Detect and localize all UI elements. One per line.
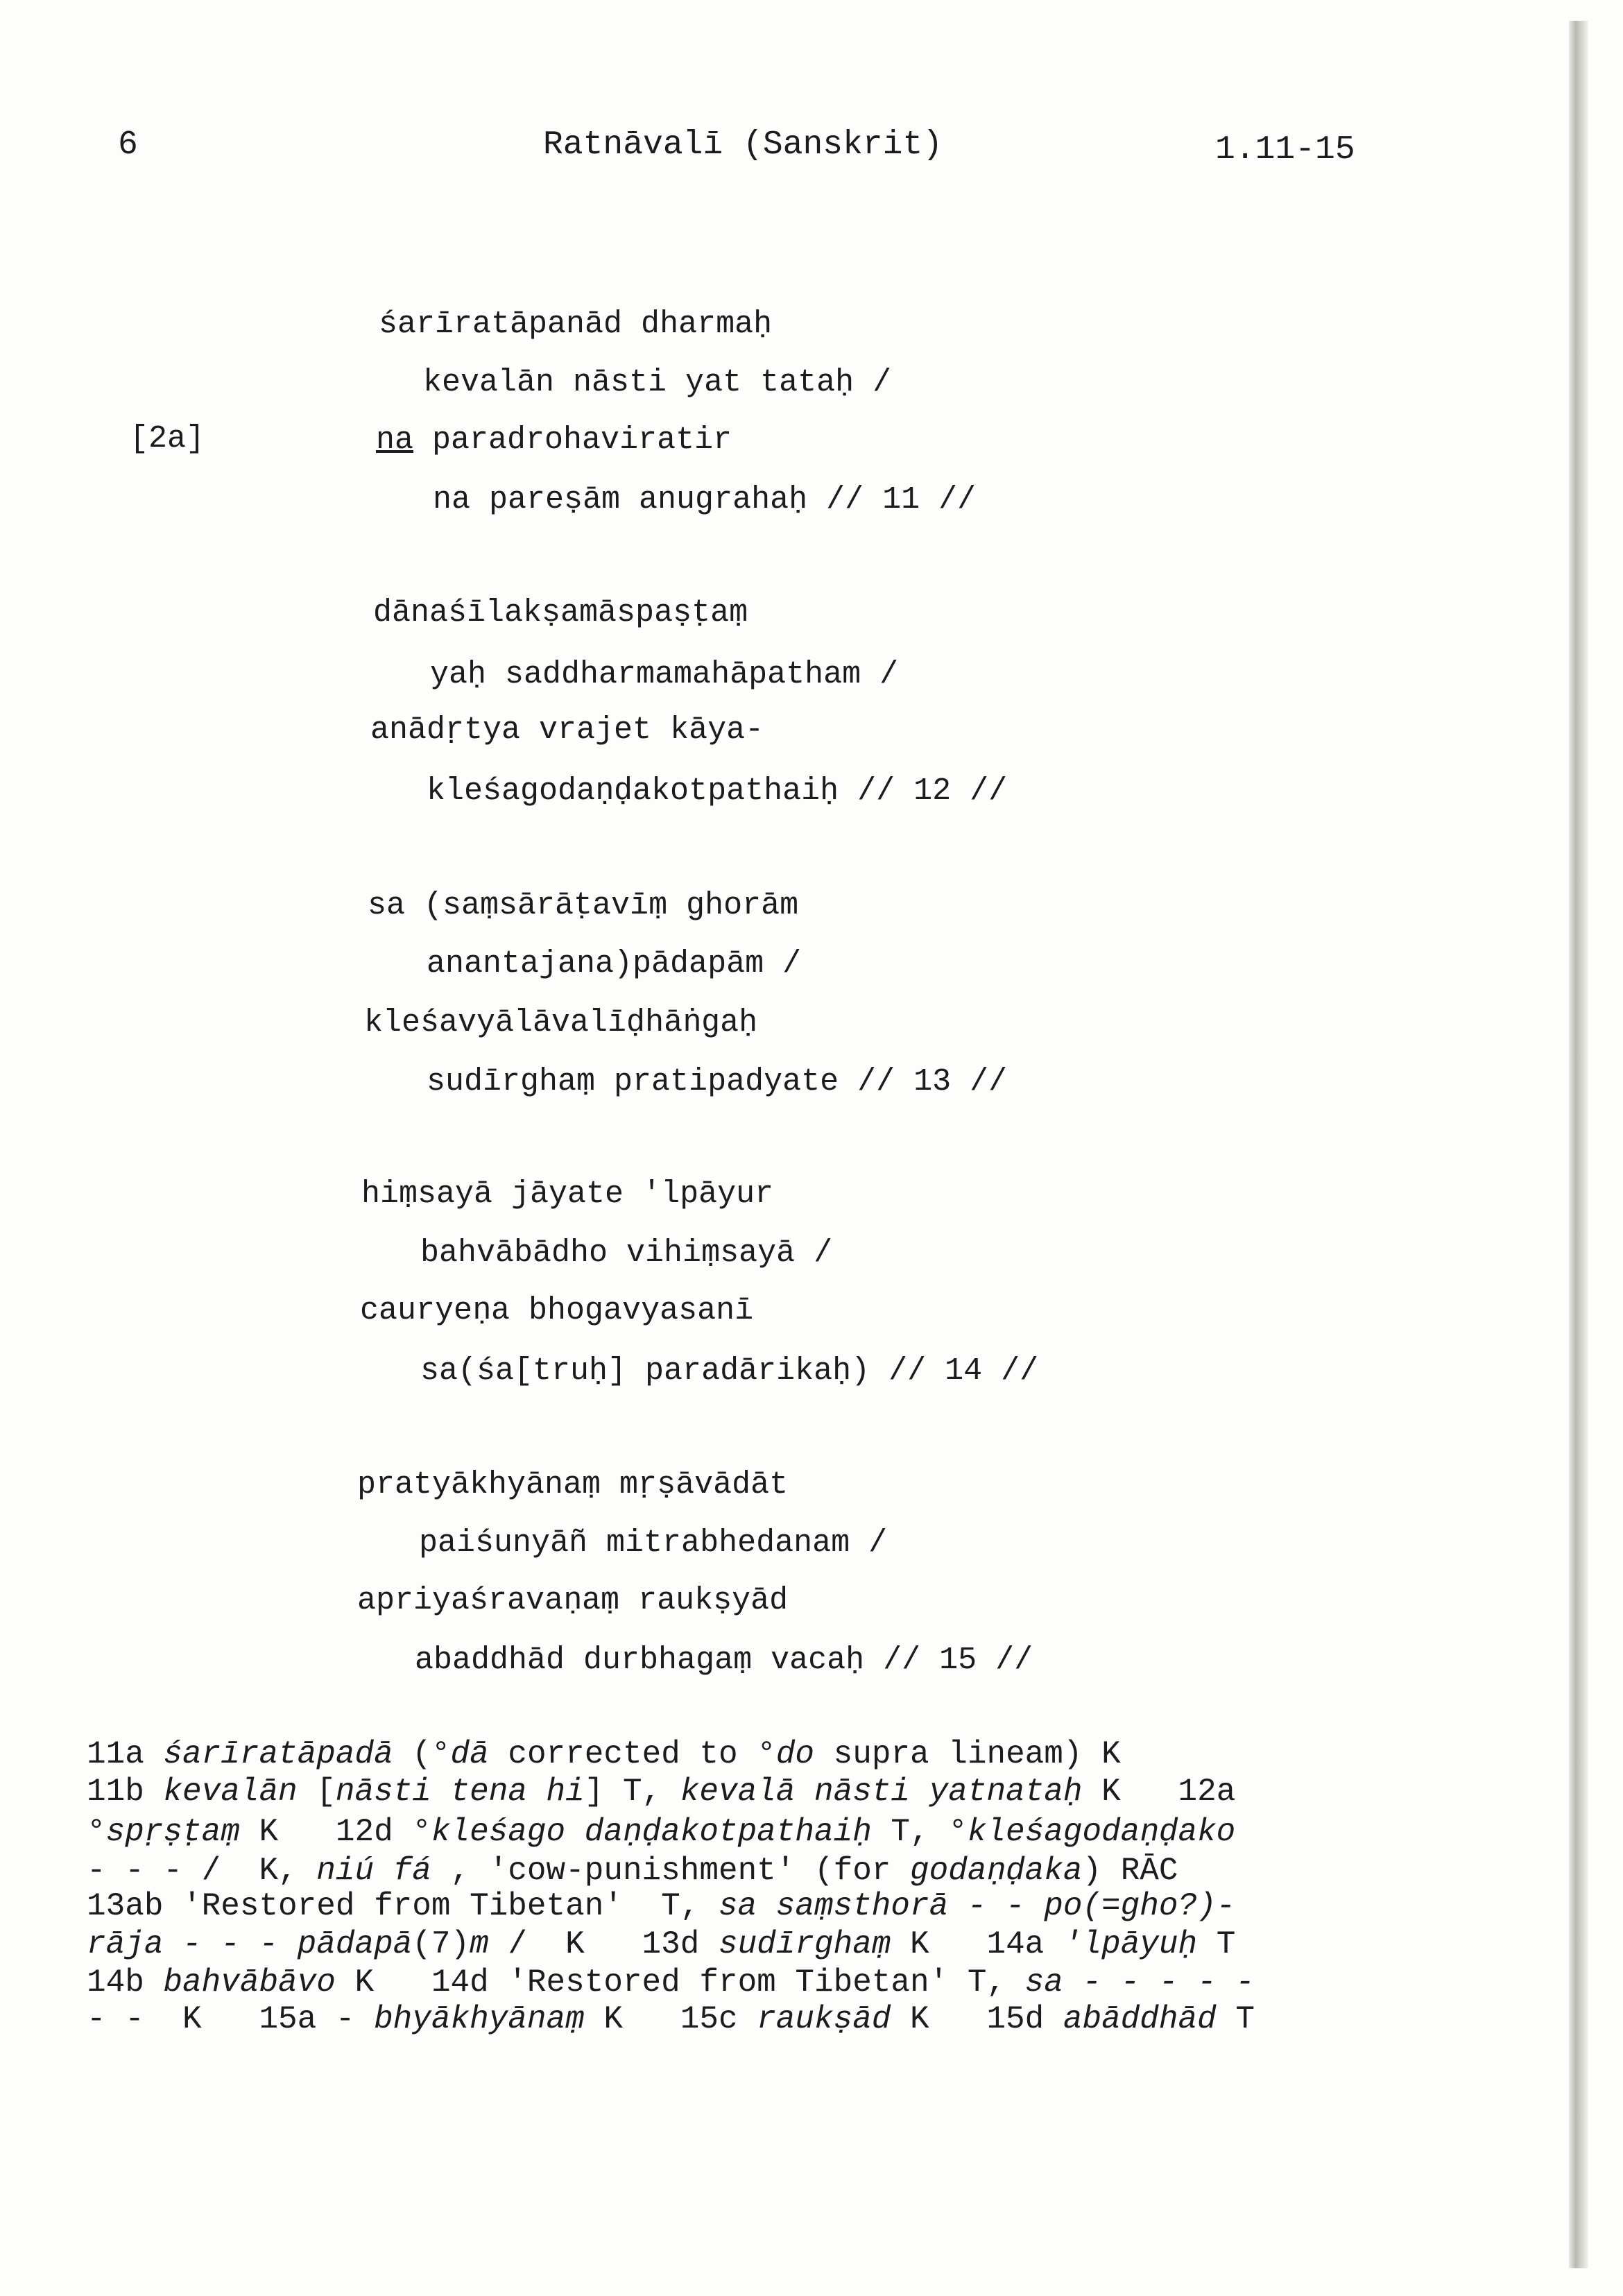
apparatus-line: 14b bahvābāvo K 14d 'Restored from Tibetan' T, sa - - - - - xyxy=(87,1964,1255,2001)
apparatus-line: rāja - - - pādapā(7)m / K 13d sudīrghaṃ K 14a 'lpāyuḥ T xyxy=(87,1926,1236,1962)
underlined-word: na xyxy=(376,422,414,458)
verse-line: śarīratāpanād dharmaḥ xyxy=(379,307,773,342)
apparatus-line: 11a śarīratāpadā (°dā corrected to °do supra lineam) K xyxy=(87,1736,1121,1772)
page-title: Ratnāvalī (Sanskrit) xyxy=(543,126,943,164)
verse-line: dānaśīlakṣamāspaṣṭaṃ xyxy=(373,595,748,631)
verse-line: cauryeṇa bhogavyasanī xyxy=(360,1293,754,1328)
apparatus-line: 11b kevalān [nāsti tena hi] T, kevalā nāsti yatnataḥ K 12a xyxy=(87,1774,1236,1810)
verse-range: 1.11-15 xyxy=(1215,131,1355,169)
verse-line xyxy=(376,422,732,458)
verse-line: paiśunyāñ mitrabhedanam / xyxy=(419,1525,888,1561)
verse-line: apriyaśravaṇaṃ raukṣyād xyxy=(357,1583,789,1618)
verse-line: na pareṣām anugrahaḥ // 11 // xyxy=(433,482,977,517)
apparatus-line: - - K 15a - bhyākhyānaṃ K 15c raukṣād K 15d abāddhād T xyxy=(87,2001,1255,2037)
verse-line: yaḥ saddharmamahāpatham / xyxy=(430,657,899,692)
verse-line: kleśagodaṇḍakotpathaiḥ // 12 // xyxy=(427,773,1008,809)
verse-line: sa (saṃsārāṭavīṃ ghorām xyxy=(368,888,799,923)
verse-line: abaddhād durbhagaṃ vacaḥ // 15 // xyxy=(415,1643,1033,1678)
verse-line-text: paradrohaviratir xyxy=(413,422,732,458)
verse-line: hiṃsayā jāyate 'lpāyur xyxy=(361,1176,774,1212)
verse-line: anādṛtya vrajet kāya- xyxy=(370,712,764,748)
verse-line: sa(śa[truḥ] paradārikaḥ) // 14 // xyxy=(420,1353,1039,1389)
folio-marker: [2a] xyxy=(130,421,205,456)
verse-line: bahvābādho vihiṃsayā / xyxy=(420,1235,833,1271)
apparatus-line: 13ab 'Restored from Tibetan' T, sa saṃsthorā - - po(=gho?)- xyxy=(87,1888,1236,1924)
verse-line: kleśavyālāvalīḍhāṅgaḥ xyxy=(364,1005,758,1040)
verse-line: pratyākhyānaṃ mṛṣāvādāt xyxy=(357,1467,789,1502)
verse-line: sudīrghaṃ pratipadyate // 13 // xyxy=(427,1064,1008,1099)
verse-line: anantajana)pādapām / xyxy=(427,946,802,982)
scanned-page-edge xyxy=(1569,21,1588,2268)
apparatus-line: - - - / K, niú fá , 'cow-punishment' (for godaṇḍaka) RĀC xyxy=(87,1853,1178,1889)
verse-line: kevalān nāsti yat tataḥ / xyxy=(423,365,892,400)
apparatus-line: °spṛṣṭaṃ K 12d °kleśago daṇḍakotpathaiḥ T, °kleśagodaṇḍako xyxy=(87,1814,1236,1850)
page-number: 6 xyxy=(118,126,138,164)
